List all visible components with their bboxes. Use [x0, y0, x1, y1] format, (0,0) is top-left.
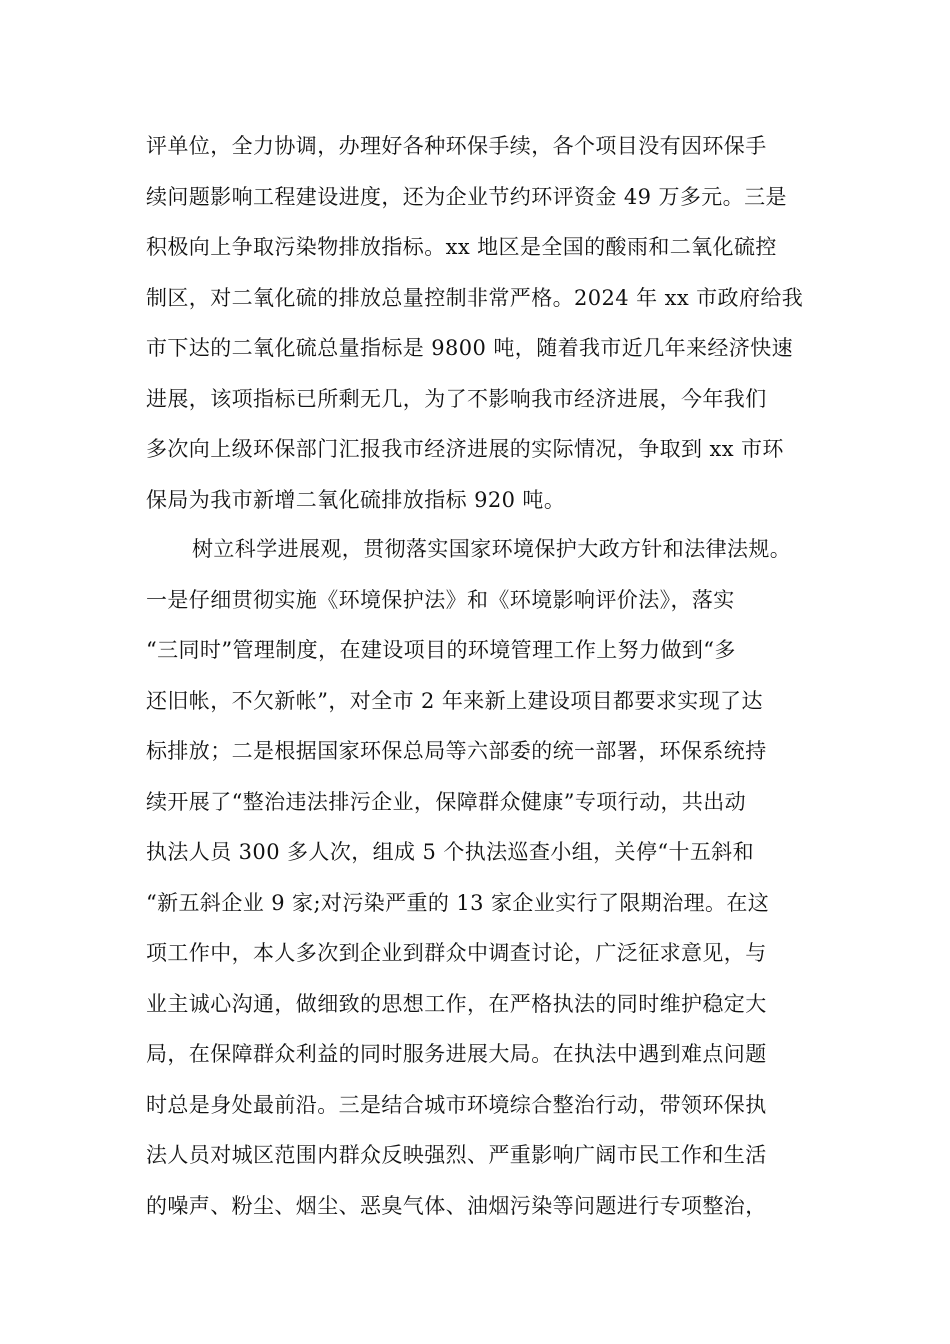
- paragraph-line: 多次向上级环保部门汇报我市经济进展的实际情况，争取到 xx 市环: [146, 437, 784, 461]
- paragraph-line: 续问题影响工程建设进度，还为企业节约环评资金 49 万多元。三是: [146, 184, 787, 209]
- paragraph-line: 市下达的二氧化硫总量指标是 9800 吨，随着我市近几年来经济快速: [146, 336, 793, 360]
- paragraph-line: 执法人员 300 多人次，组成 5 个执法巡查小组，关停“十五斜和: [146, 840, 755, 864]
- paragraph-line: 局，在保障群众利益的同时服务进展大局。在执法中遇到难点问题: [146, 1042, 767, 1066]
- paragraph-1: [146, 121, 826, 525]
- paragraph-line: 时总是身处最前沿。三是结合城市环境综合整治行动，带领环保执: [146, 1092, 767, 1117]
- paragraph-line: 保局为我市新增二氧化硫排放指标 920 吨。: [146, 487, 566, 512]
- paragraph-line: 还旧帐，不欠新帐”，对全市 2 年来新上建设项目都要求实现了达: [146, 688, 763, 713]
- paragraph-line: 制区，对二氧化硫的排放总量控制非常严格。2024 年 xx 市政府给我: [146, 285, 804, 310]
- paragraph-line: 一是仔细贯彻实施《环境保护法》和《环境影响评价法》，落实: [146, 587, 735, 612]
- paragraph-line: 项工作中，本人多次到企业到群众中调查讨论，广泛征求意见，与: [146, 941, 767, 965]
- paragraph-line: “新五斜企业 9 家;对污染严重的 13 家企业实行了限期治理。在这: [146, 890, 770, 915]
- paragraph-line: 积极向上争取污染物排放指标。xx 地区是全国的酸雨和二氧化硫控: [146, 235, 777, 259]
- paragraph-line: “三同时”管理制度，在建设项目的环境管理工作上努力做到“多: [146, 638, 736, 662]
- paragraph-line: 法人员对城区范围内群众反映强烈、严重影响广阔市民工作和生活: [146, 1143, 767, 1167]
- paragraph-line: 续开展了“整治违法排污企业，保障群众健康”专项行动，共出动: [146, 789, 747, 814]
- paragraph-first-line: 树立科学进展观，贯彻落实国家环境保护大政方针和法律法规。: [192, 537, 792, 561]
- paragraph-2: [146, 524, 826, 1231]
- paragraph-line: 的噪声、粉尘、烟尘、恶臭气体、油烟污染等问题进行专项整治，: [146, 1193, 767, 1218]
- paragraph-line: 评单位，全力协调，办理好各种环保手续，各个项目没有因环保手: [146, 134, 767, 158]
- paragraph-line: 标排放；二是根据国家环保总局等六部委的统一部署，环保系统持: [146, 739, 767, 763]
- paragraph-line: 进展，该项指标已所剩无几，为了不影响我市经济进展，今年我们: [146, 386, 767, 411]
- paragraph-line: 业主诚心沟通，做细致的思想工作，在严格执法的同时维护稳定大: [146, 991, 767, 1016]
